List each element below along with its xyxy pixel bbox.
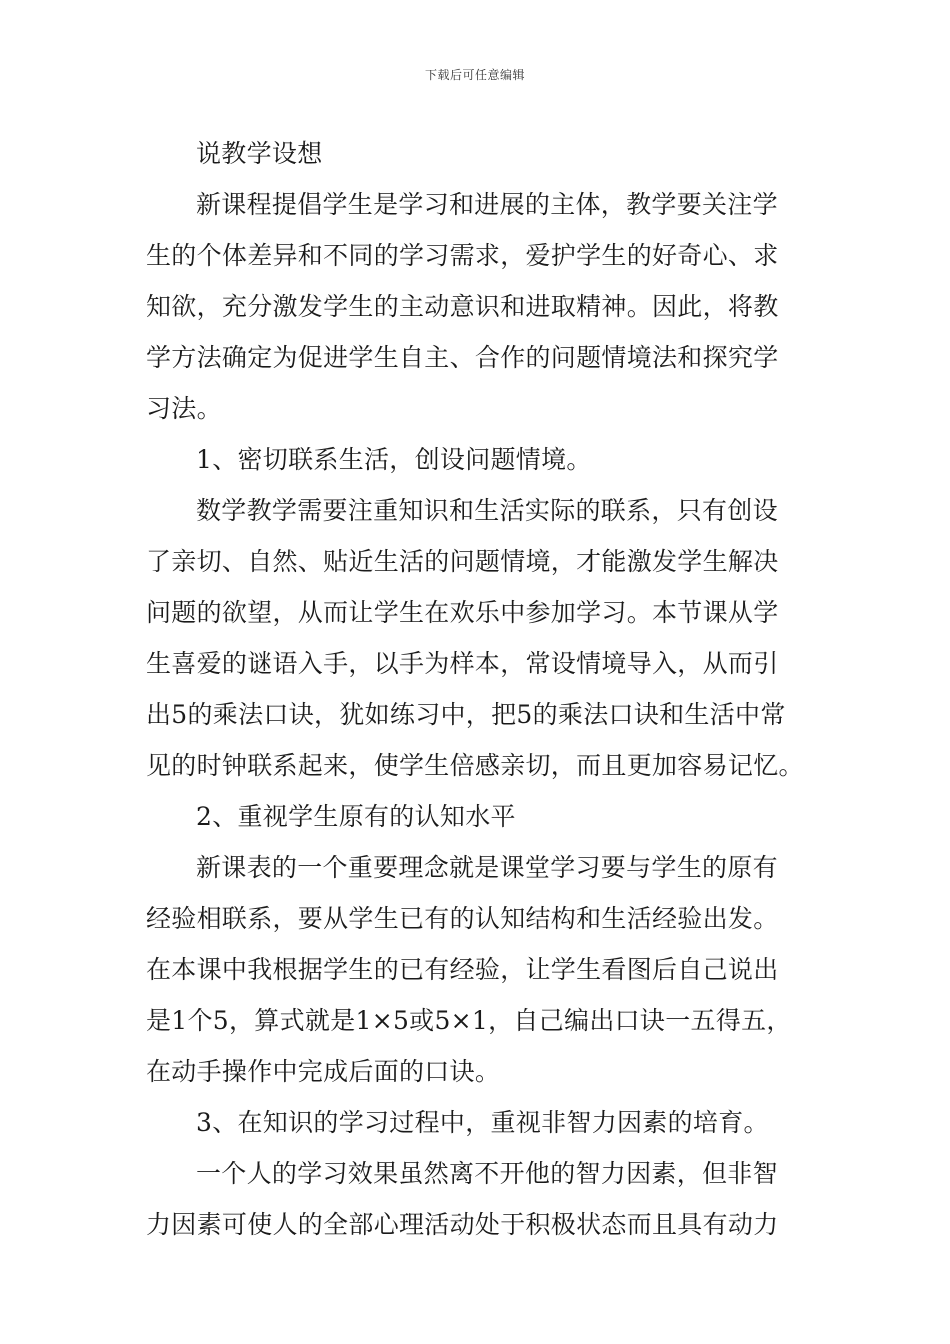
paragraph-line: 在动手操作中完成后面的口诀。 — [146, 1057, 501, 1086]
paragraph-line: 新课程提倡学生是学习和进展的主体，教学要关注学 — [196, 190, 778, 219]
paragraph-line: 一个人的学习效果虽然离不开他的智力因素，但非智 — [196, 1159, 778, 1188]
paragraph-line: 问题的欲望，从而让学生在欢乐中参加学习。本节课从学 — [146, 598, 779, 627]
page-header: 下载后可任意编辑 — [424, 68, 525, 82]
paragraph-line: 是1个5，算式就是1×5或5×1，自己编出口诀一五得五， — [146, 1006, 792, 1035]
paragraph-line: 知欲，充分激发学生的主动意识和进取精神。因此，将教 — [146, 292, 779, 321]
paragraph-line: 数学教学需要注重知识和生活实际的联系，只有创设 — [196, 496, 778, 525]
paragraph-line: 学方法确定为促进学生自主、合作的问题情境法和探究学 — [146, 343, 779, 372]
subheading-1: 1、密切联系生活，创设问题情境。 — [196, 445, 592, 474]
paragraph-line: 力因素可使人的全部心理活动处于积极状态而且具有动力 — [146, 1210, 779, 1239]
document-body — [146, 128, 810, 1250]
paragraph-line: 经验相联系，要从学生已有的认知结构和生活经验出发。 — [146, 904, 779, 933]
subheading-3: 3、在知识的学习过程中，重视非智力因素的培育。 — [196, 1108, 769, 1137]
subheading-2: 2、重视学生原有的认知水平 — [196, 802, 516, 831]
paragraph-line: 生喜爱的谜语入手，以手为样本，常设情境导入，从而引 — [146, 649, 779, 678]
paragraph-line: 了亲切、自然、贴近生活的问题情境，才能激发学生解决 — [146, 547, 779, 576]
paragraph-line: 习法。 — [146, 394, 222, 423]
paragraph-line: 生的个体差异和不同的学习需求，爱护学生的好奇心、求 — [146, 241, 779, 270]
section-title: 说教学设想 — [196, 139, 323, 168]
paragraph-line: 在本课中我根据学生的已有经验，让学生看图后自己说出 — [146, 955, 779, 984]
paragraph-line: 出5的乘法口诀，犹如练习中，把5的乘法口诀和生活中常 — [146, 700, 786, 729]
paragraph-line: 见的时钟联系起来，使学生倍感亲切，而且更加容易记忆。 — [146, 751, 804, 780]
paragraph-line: 新课表的一个重要理念就是课堂学习要与学生的原有 — [196, 853, 778, 882]
